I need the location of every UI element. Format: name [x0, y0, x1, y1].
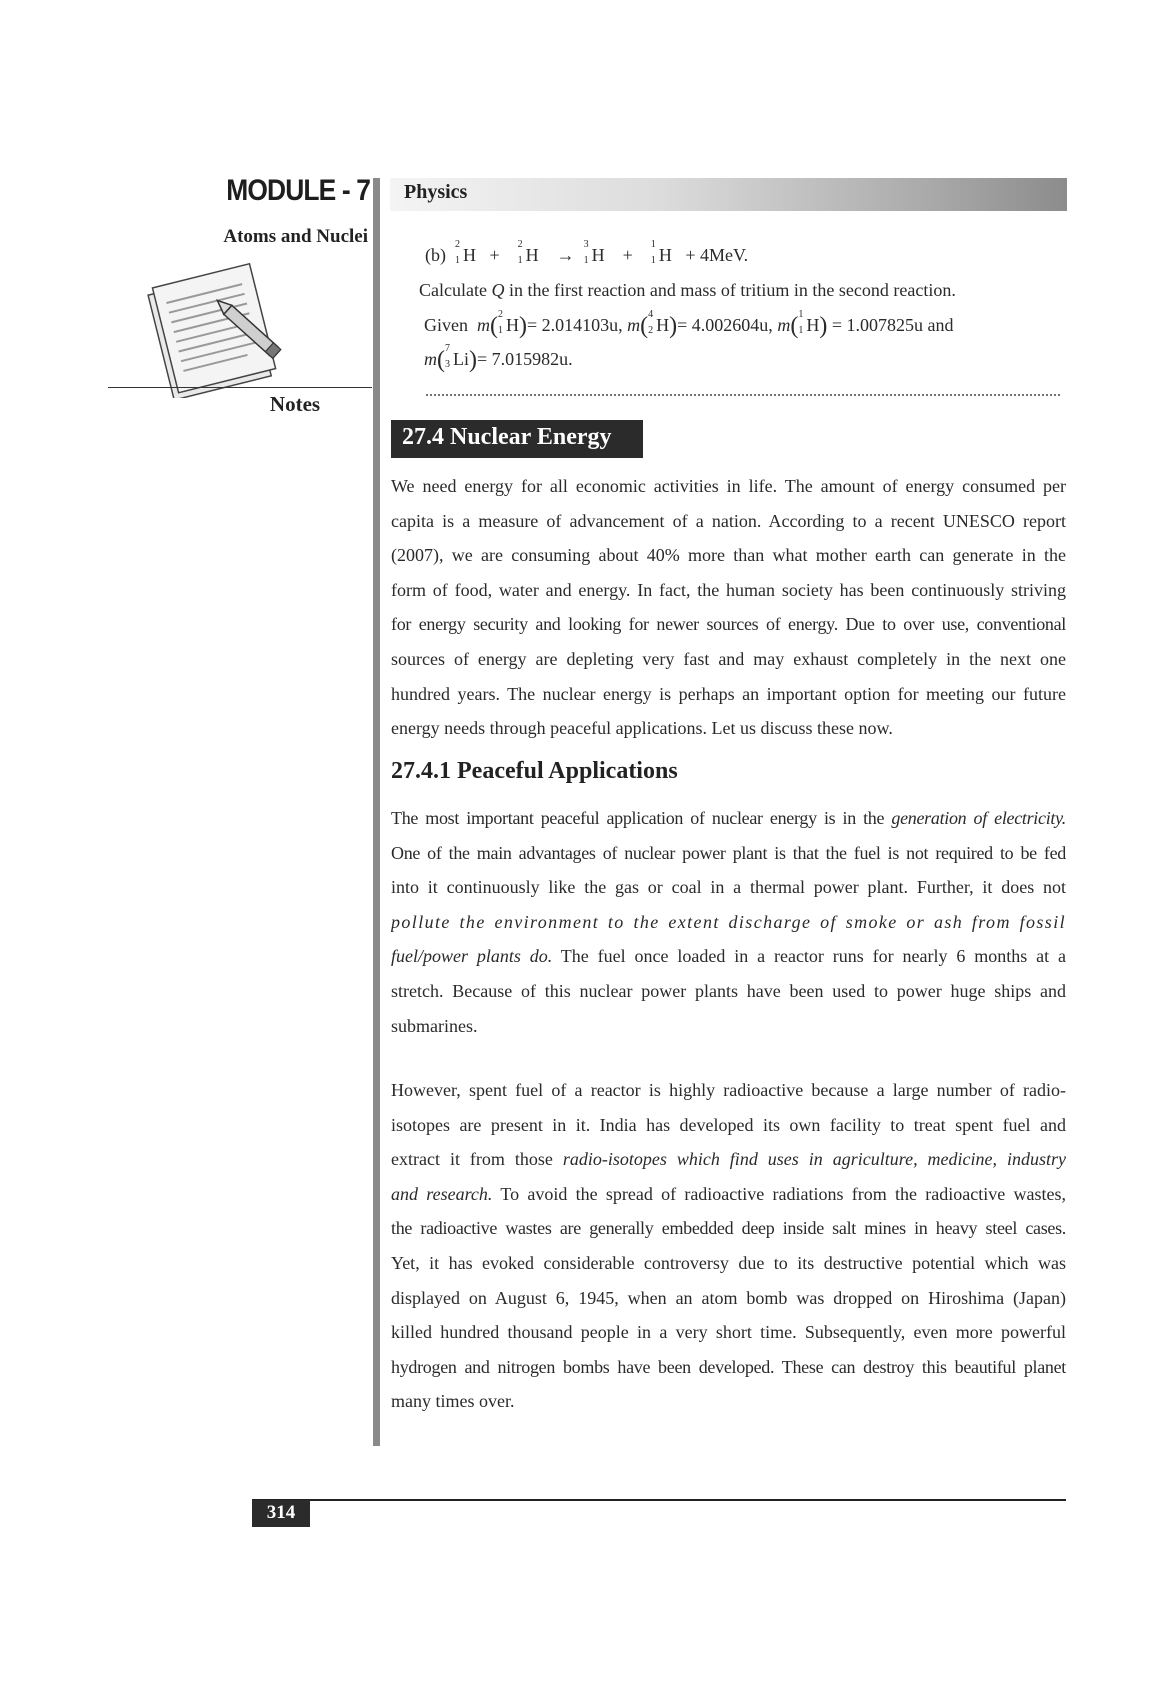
text-line: hydrogen and nitrogen bombs have been developed. These can destroy this beautiful planet: [391, 1356, 1066, 1377]
isotope: 3 1 H: [583, 239, 605, 266]
isotope: 2 1 H: [455, 239, 476, 266]
plus-sign: +: [489, 245, 500, 265]
paragraph-intro: [391, 469, 1066, 746]
text-line: (2007), we are consuming about 40% more than what mother earth can generate in the: [391, 545, 1066, 566]
text-line: pollute the environment to the extent discharge of smoke or ash from fossil: [391, 911, 1066, 932]
header-band: [390, 178, 1067, 211]
subsection-heading: 27.4.1 Peaceful Applications: [391, 758, 678, 784]
given-values-line: Given m( 2 1 H)= 2.014103u, m( 4 2 H)= 4.002604u, m( 1 1 H) = 1.007825u and: [424, 309, 954, 339]
subject-title: Physics: [404, 181, 468, 203]
text-line: into it continuously like the gas or coal in a thermal power plant. Further, it does not: [391, 877, 1066, 898]
text-line: submarines.: [391, 1015, 478, 1036]
text-line: energy needs through peaceful applications. Let us discuss these now.: [391, 718, 893, 739]
text-line: stretch. Because of this nuclear power plants have been used to power huge ships and: [391, 980, 1066, 1001]
isotope: 2 1 H: [517, 239, 539, 266]
module-subtitle: Atoms and Nuclei: [223, 226, 368, 247]
footer-rule: [252, 1499, 1066, 1501]
text-line: Yet, it has evoked considerable controversy due to its destructive potential which was: [391, 1252, 1066, 1273]
reaction-prefix: (b): [425, 245, 446, 265]
margin-bar: [373, 178, 380, 1446]
plus-sign: +: [622, 245, 633, 265]
text-line: sources of energy are depleting very fast and may exhaust completely in the next one: [391, 648, 1066, 669]
page-number: 314: [266, 1502, 296, 1523]
text-line: the radioactive wastes are generally embedded deep inside salt mines in heavy steel cases.: [391, 1218, 1066, 1239]
notes-label: Notes: [269, 392, 321, 416]
text-line: for energy security and looking for newer sources of energy. Due to over use, conventional: [391, 614, 1066, 635]
paragraph-spent-fuel: [391, 1073, 1066, 1419]
text-line: The most important peaceful application of nuclear energy is in the generation of electricity.: [391, 808, 1066, 828]
text-line: We need energy for all economic activities in life. The amount of energy consumed per: [391, 476, 1066, 496]
text-line: many times over.: [391, 1391, 515, 1412]
sidebar-divider: [108, 387, 372, 388]
text-line: killed hundred thousand people in a very short time. Subsequently, even more powerful: [391, 1322, 1066, 1343]
exercise-question: Calculate Q in the first reaction and mass of tritium in the second reaction.: [419, 280, 956, 300]
arrow-icon: →: [556, 245, 575, 265]
text-line: and research. To avoid the spread of radioactive radiations from the radioactive wastes,: [391, 1183, 1066, 1204]
energy-term: + 4MeV.: [685, 245, 749, 265]
section-heading: 27.4 Nuclear Energy: [402, 424, 612, 450]
paragraph-peaceful-applications: [391, 801, 1066, 1043]
module-title: MODULE - 7: [226, 174, 370, 207]
lithium-mass-line: m( 7 3 Li)= 7.015982u.: [424, 343, 573, 373]
text-line: fuel/power plants do. The fuel once loaded in a reactor runs for nearly 6 months at a: [391, 946, 1066, 967]
text-line: isotopes are present in it. India has developed its own facility to treat spent fuel and: [391, 1114, 1066, 1135]
text-line: One of the main advantages of nuclear power plant is that the fuel is not required to be fed: [391, 842, 1066, 863]
text-line: form of food, water and energy. In fact, the human society has been continuously striving: [391, 579, 1066, 600]
reaction-line: [425, 239, 749, 266]
isotope: 1 1 H: [650, 239, 672, 266]
notes-pencil-icon: [140, 258, 290, 398]
text-line: displayed on August 6, 1945, when an atom bomb was dropped on Hiroshima (Japan): [391, 1287, 1066, 1308]
text-line: However, spent fuel of a reactor is highly radioactive because a large number of radio-: [391, 1080, 1066, 1100]
answer-dotted-line: [425, 394, 1061, 396]
text-line: hundred years. The nuclear energy is perhaps an important option for meeting our future: [391, 683, 1066, 704]
text-line: extract it from those radio-isotopes which find uses in agriculture, medicine, industry: [391, 1149, 1066, 1170]
text-line: capita is a measure of advancement of a nation. According to a recent UNESCO report: [391, 510, 1066, 531]
